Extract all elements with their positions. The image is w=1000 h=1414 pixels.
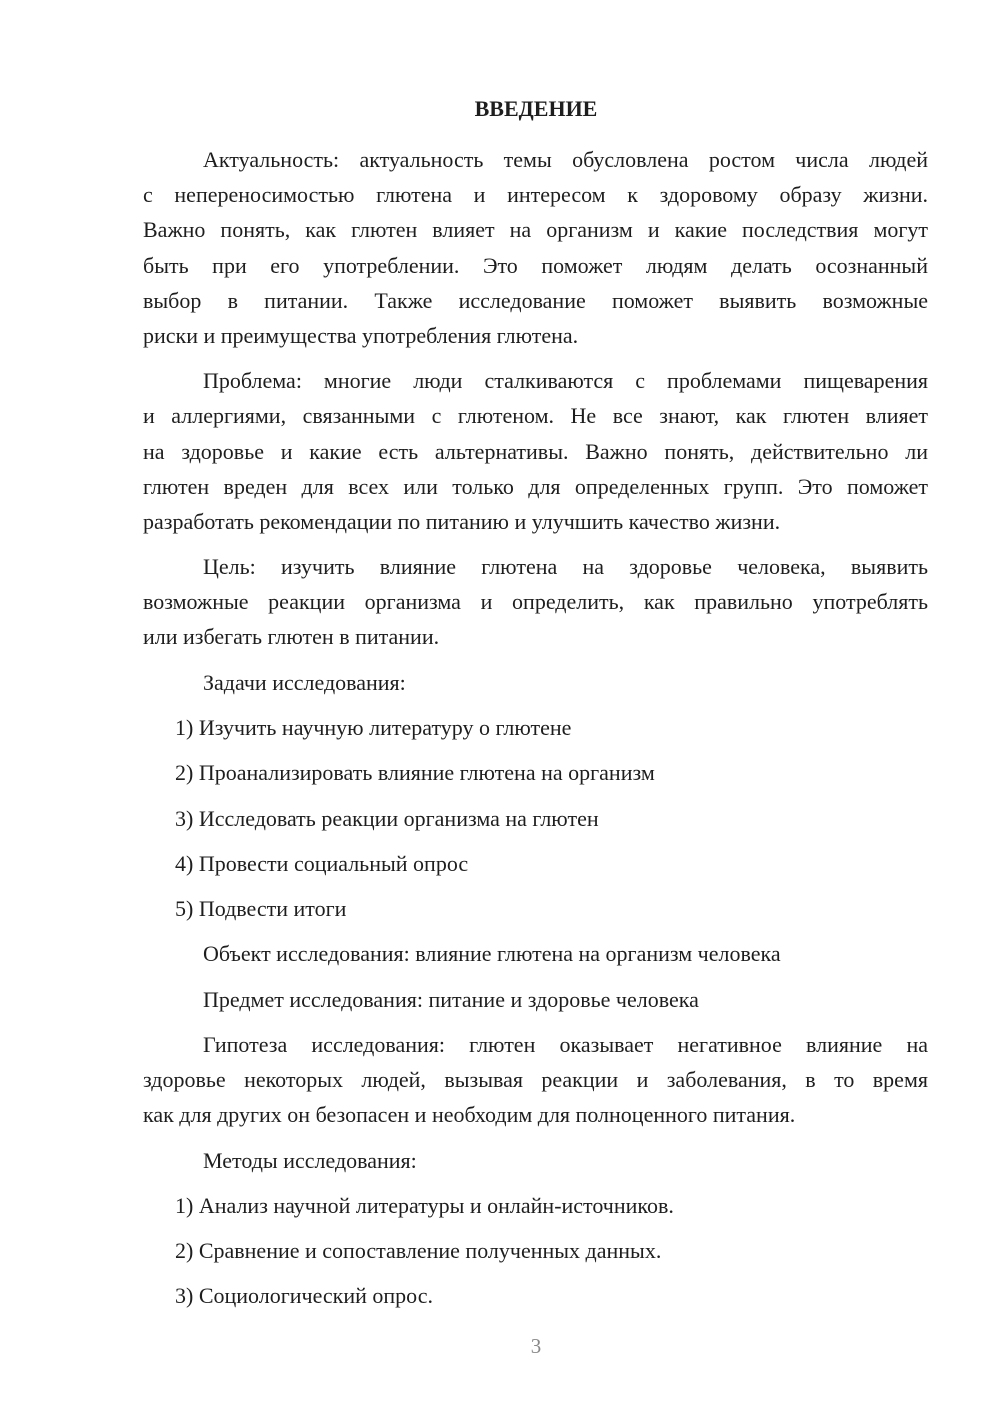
- paragraph: [143, 142, 928, 353]
- text-line: на здоровье и какие есть альтернативы. Важно понять, действительно ли: [143, 438, 928, 464]
- list-item: [143, 891, 928, 936]
- text-line: с непереносимостью глютена и интересом к здоровому образу жизни.: [143, 182, 928, 208]
- paragraph: [143, 665, 928, 710]
- text-line: 2) Проанализировать влияние глютена на организм: [175, 760, 655, 786]
- text-line: 2) Сравнение и сопоставление полученных данных.: [175, 1238, 662, 1264]
- text-line: быть при его употреблении. Это поможет людям делать осознанный: [143, 252, 928, 278]
- text-line: 4) Провести социальный опрос: [175, 850, 469, 876]
- list-item: [143, 755, 928, 800]
- text-line: здоровье некоторых людей, вызывая реакции и заболевания, в то время: [143, 1067, 928, 1093]
- text-line: Важно понять, как глютен влияет на организм и какие последствия могут: [143, 217, 928, 243]
- text-line: Предмет исследования: питание и здоровье человека: [203, 986, 699, 1012]
- list-item: [143, 801, 928, 846]
- paragraph: [143, 936, 928, 981]
- text-line: Задачи исследования:: [203, 669, 406, 695]
- text-line: Методы исследования:: [203, 1147, 417, 1173]
- text-line: Гипотеза исследования: глютен оказывает негативное влияние на: [203, 1032, 928, 1057]
- text-line: 5) Подвести итоги: [175, 896, 347, 922]
- text-line: Объект исследования: влияние глютена на организм человека: [203, 941, 781, 967]
- text-line: Цель: изучить влияние глютена на здоровье человека, выявить: [203, 554, 928, 580]
- text-line: выбор в питании. Также исследование поможет выявить возможные: [143, 287, 928, 313]
- document-body: [143, 142, 928, 1324]
- text-line: 3) Социологический опрос.: [175, 1283, 433, 1309]
- text-line: или избегать глютен в питании.: [143, 624, 440, 650]
- paragraph: [143, 982, 928, 1027]
- text-line: и аллергиями, связанными с глютеном. Не все знают, как глютен влияет: [143, 403, 928, 429]
- list-item: [143, 710, 928, 755]
- text-line: возможные реакции организма и определить, как правильно употреблять: [143, 589, 928, 615]
- paragraph: [143, 1027, 928, 1133]
- text-line: 1) Анализ научной литературы и онлайн-источников.: [175, 1192, 674, 1218]
- section-heading: ВВЕДЕНИЕ: [474, 96, 598, 121]
- text-line: глютен вреден для всех или только для определенных групп. Это поможет: [143, 473, 928, 499]
- page-number: 3: [530, 1334, 542, 1358]
- list-item: [143, 1188, 928, 1233]
- text-line: Проблема: многие люди сталкиваются с проблемами пищеварения: [203, 368, 928, 394]
- text-line: как для других он безопасен и необходим для полноценного питания.: [143, 1102, 796, 1128]
- text-line: 1) Изучить научную литературу о глютене: [175, 714, 572, 740]
- list-item: [143, 1233, 928, 1278]
- paragraph: [143, 549, 928, 655]
- list-item: [143, 1278, 928, 1323]
- paragraph: [143, 363, 928, 539]
- list-item: [143, 846, 928, 891]
- paragraph: [143, 1143, 928, 1188]
- text-line: Актуальность: актуальность темы обусловлена ростом числа людей: [203, 147, 928, 172]
- text-line: 3) Исследовать реакции организма на глютен: [175, 805, 599, 831]
- text-line: разработать рекомендации по питанию и улучшить качество жизни.: [143, 508, 781, 534]
- text-line: риски и преимущества употребления глютена.: [143, 322, 579, 348]
